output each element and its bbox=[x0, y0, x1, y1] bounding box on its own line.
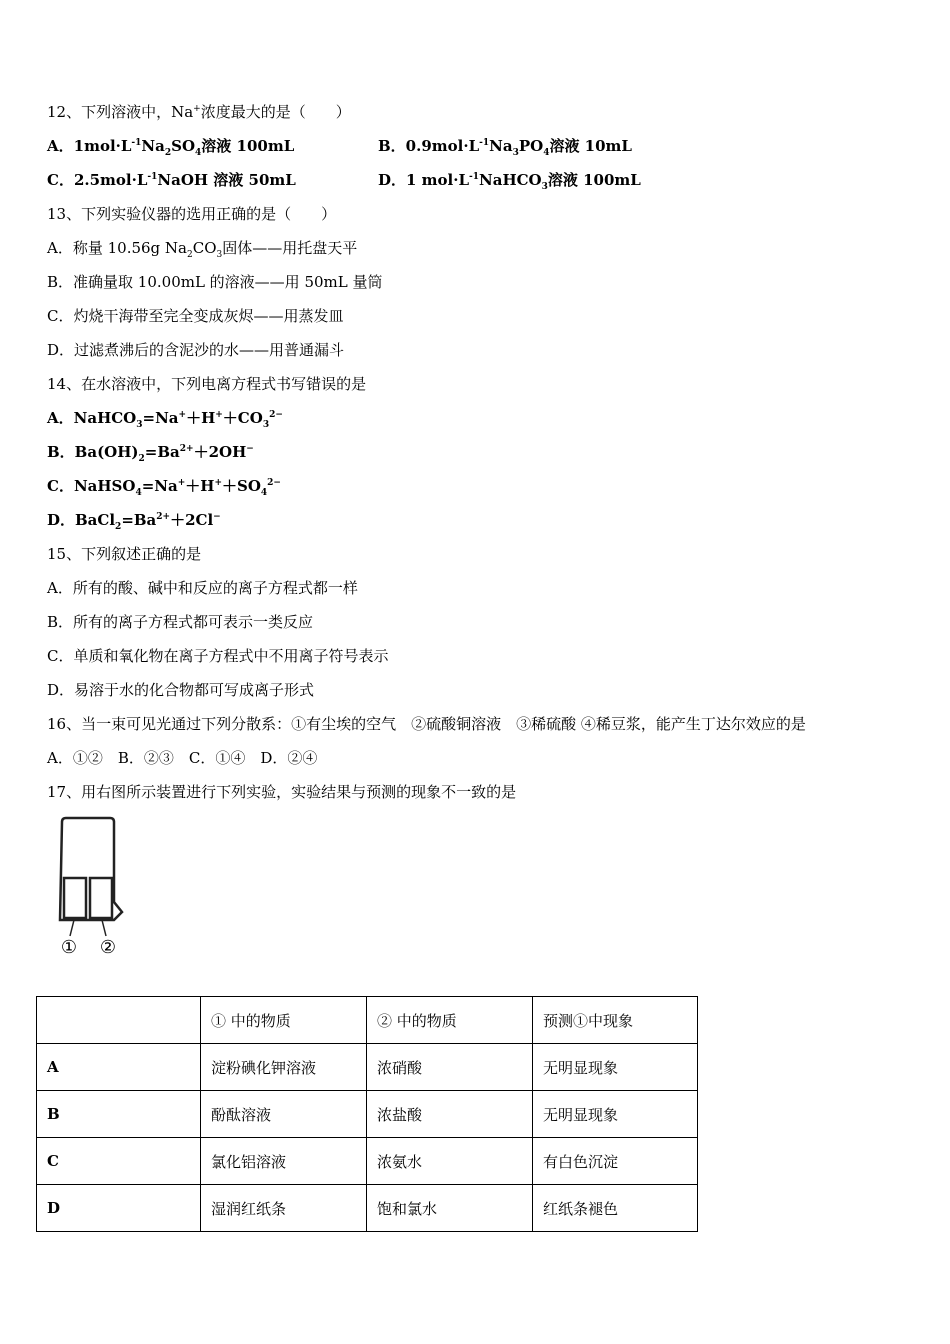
table-cell: 红纸条褪色 bbox=[533, 1185, 698, 1232]
pointer-1 bbox=[70, 920, 74, 936]
table-cell: 浓硝酸 bbox=[367, 1044, 533, 1091]
q12-stem: 12、下列溶液中，Na+浓度最大的是（ ） bbox=[47, 103, 351, 121]
table-header-row bbox=[37, 997, 698, 1044]
q12-option-c: C．$2.5mol\cdot L^{-1}NaOH$ 溶液 50mL bbox=[47, 171, 296, 189]
table-header-cell: ② 中的物质 bbox=[367, 997, 533, 1044]
table-cell: 浓盐酸 bbox=[367, 1091, 533, 1138]
q14-option-b: B．$Ba(OH)_2=Ba^{2+}+2OH^-$ bbox=[47, 443, 254, 464]
table-cell: 酚酞溶液 bbox=[201, 1091, 367, 1138]
pointer-2 bbox=[102, 920, 106, 936]
table-cell: 淀粉碘化钾溶液 bbox=[201, 1044, 367, 1091]
table-cell: 无明显现象 bbox=[533, 1044, 698, 1091]
table-cell: D bbox=[37, 1185, 201, 1232]
q16-stem: 16、当一束可见光通过下列分散系：①有尘埃的空气 ②硫酸铜溶液 ③稀硫酸 ④稀豆浆，能产生丁达尔效应的是 bbox=[47, 715, 806, 733]
q15-option-c: C．单质和氧化物在离子方程式中不用离子符号表示 bbox=[47, 647, 389, 665]
table-header-cell: 预测①中现象 bbox=[533, 997, 698, 1044]
table-cell: C bbox=[37, 1138, 201, 1185]
table-cell: 有白色沉淀 bbox=[533, 1138, 698, 1185]
table-cell: 无明显现象 bbox=[533, 1091, 698, 1138]
table-header-cell bbox=[37, 997, 201, 1044]
q14-option-a: A．$NaHCO_3=Na^++H^++CO_3^{2-}$ bbox=[47, 409, 283, 430]
table-cell: B bbox=[37, 1091, 201, 1138]
table-cell: A bbox=[37, 1044, 201, 1091]
q13-option-d: D．过滤煮沸后的含泥沙的水——用普通漏斗 bbox=[47, 341, 345, 359]
apparatus-figure bbox=[52, 816, 132, 966]
q16-options: A．①② B．②③ C．①④ D．②④ bbox=[47, 749, 318, 767]
table-row bbox=[37, 1138, 698, 1185]
q13-option-b: B．准确量取 10.00mL 的溶液——用 50mL 量筒 bbox=[47, 273, 383, 291]
q15-option-b: B．所有的离子方程式都可表示一类反应 bbox=[47, 613, 314, 631]
q17-stem: 17、用右图所示装置进行下列实验，实验结果与预测的现象不一致的是 bbox=[47, 783, 517, 801]
table-header-cell: ① 中的物质 bbox=[201, 997, 367, 1044]
q14-stem: 14、在水溶液中，下列电离方程式书写错误的是 bbox=[47, 375, 367, 393]
q15-option-a: A．所有的酸、碱中和反应的离子方程式都一样 bbox=[47, 579, 358, 597]
table-row bbox=[37, 1185, 698, 1232]
beaker-2 bbox=[90, 878, 112, 918]
table-cell: 湿润红纸条 bbox=[201, 1185, 367, 1232]
beaker-1 bbox=[64, 878, 86, 918]
q12-option-b: B．$0.9mol\cdot L^{-1}Na_3PO_4$溶液 10mL bbox=[378, 137, 632, 158]
q14-option-c: C．$NaHSO_4=Na^++H^++SO_4^{2-}$ bbox=[47, 477, 281, 498]
q12-option-d: D．1 $mol\cdot L^{-1}NaHCO_3$溶液 100mL bbox=[378, 171, 641, 192]
figure-label-1: ① bbox=[60, 937, 78, 958]
table-cell: 氯化铝溶液 bbox=[201, 1138, 367, 1185]
table-row bbox=[37, 1044, 698, 1091]
table-cell: 浓氨水 bbox=[367, 1138, 533, 1185]
q13-option-a: A．称量 10.56g $Na_2CO_3$固体——用托盘天平 bbox=[47, 239, 358, 260]
q14-option-d: D．$BaCl_2=Ba^{2+}+2Cl^-$ bbox=[47, 511, 221, 532]
figure-label-2: ② bbox=[99, 937, 117, 958]
table-cell: 饱和氯水 bbox=[367, 1185, 533, 1232]
q15-option-d: D．易溶于水的化合物都可写成离子形式 bbox=[47, 681, 315, 699]
table-row bbox=[37, 1091, 698, 1138]
q17-table bbox=[36, 996, 698, 1232]
q13-option-c: C．灼烧干海带至完全变成灰烬——用蒸发皿 bbox=[47, 307, 344, 325]
q13-stem: 13、下列实验仪器的选用正确的是（ ） bbox=[47, 205, 337, 223]
q12-option-a: A．$1mol\cdot L^{-1}Na_2SO_4$溶液 100mL bbox=[47, 137, 295, 158]
q15-stem: 15、下列叙述正确的是 bbox=[47, 545, 202, 563]
